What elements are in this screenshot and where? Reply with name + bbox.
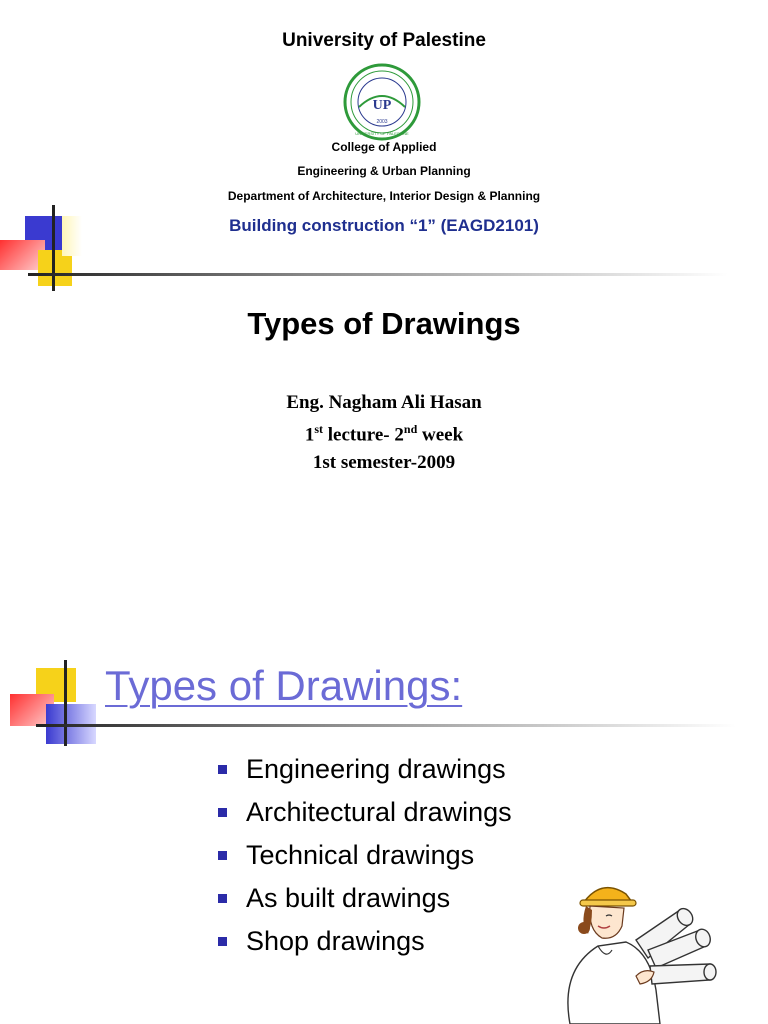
lecture-info: 1st lecture- 2nd week xyxy=(304,422,464,446)
logo-year: 2003 xyxy=(376,119,388,125)
construction-worker-with-plans-icon xyxy=(540,880,740,1024)
decor-horizontal-rule xyxy=(28,273,728,276)
bullet-icon xyxy=(218,937,227,946)
decor-vertical-line-2 xyxy=(64,660,67,746)
decor-yellow-soft xyxy=(62,216,82,256)
slide1-title: Types of Drawings xyxy=(247,306,521,341)
bullet-icon xyxy=(218,894,227,903)
decor-horizontal-rule-2 xyxy=(36,724,736,727)
list-item: Shop drawings xyxy=(214,920,512,963)
logo-ring-text: UNIVERSITY OF PALESTINE xyxy=(355,131,409,136)
university-name: University of Palestine xyxy=(282,30,486,51)
list-item: Technical drawings xyxy=(214,834,512,877)
slide2-title: Types of Drawings: xyxy=(105,662,463,709)
department-name: Department of Architecture, Interior Design & Planning xyxy=(227,189,541,203)
author-name: Eng. Nagham Ali Hasan xyxy=(286,392,482,413)
course-title: Building construction “1” (EAGD2101) xyxy=(229,216,539,235)
college-name: College of Applied xyxy=(331,140,437,154)
logo-letters: UP xyxy=(372,98,392,113)
semester-info: 1st semester-2009 xyxy=(312,452,456,473)
faculty-name: Engineering & Urban Planning xyxy=(297,164,471,178)
bullet-icon xyxy=(218,851,227,860)
university-seal-icon xyxy=(343,63,421,141)
bullet-icon xyxy=(218,765,227,774)
list-item: Engineering drawings xyxy=(214,748,512,791)
list-item: Architectural drawings xyxy=(214,791,512,834)
bullet-icon xyxy=(218,808,227,817)
decor-vertical-line xyxy=(52,205,55,291)
drawing-types-list xyxy=(214,748,512,963)
list-item: As built drawings xyxy=(214,877,512,920)
